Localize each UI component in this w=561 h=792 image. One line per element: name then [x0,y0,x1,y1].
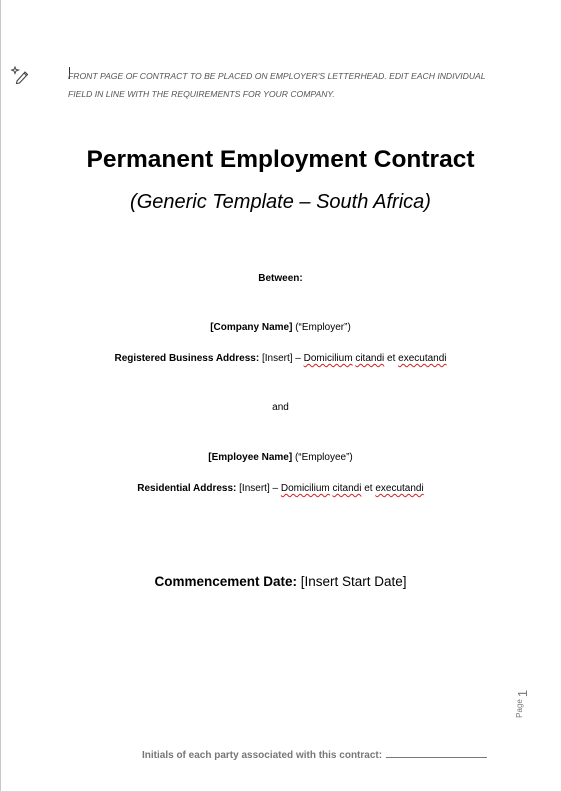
employee-citandi-word: citandi [332,483,362,494]
sparkle-pen-icon[interactable] [11,65,31,85]
employee-name-line [0,452,561,463]
commencement-value: [Insert Start Date] [297,574,407,589]
employer-executandi-word: executandi [398,353,447,364]
note-line-1: FRONT PAGE OF CONTRACT TO BE PLACED ON EMPLOYER'S LETTERHEAD. EDIT EACH INDIVIDUAL [68,71,486,81]
initials-label: Initials of each party associated with this contract: [142,750,383,761]
employer-citandi-word: citandi [355,353,385,364]
page-label: Page [514,699,524,718]
employee-role: (“Employee”) [292,452,353,463]
employee-address-label: Residential Address: [137,483,237,494]
page-left-edge [0,0,1,792]
employer-domicilium-word: Domicilium [303,353,353,364]
note-line-2: FIELD IN LINE WITH THE REQUIREMENTS FOR YOUR COMPANY. [68,89,335,99]
page-number-block [516,684,546,724]
initials-footer [142,748,487,761]
instruction-note [68,67,508,103]
document-title: Permanent Employment Contract [86,146,475,173]
commencement-line [0,574,561,589]
employee-name-label: [Employee Name] [208,452,293,463]
employee-address-line [0,483,561,494]
employee-address-value: [Insert] – [236,483,281,494]
employee-executandi-word: executandi [375,483,424,494]
document-subtitle: (Generic Template – South Africa) [130,191,431,213]
employer-name-label: [Company Name] [210,322,293,333]
between-label: Between: [258,273,303,284]
initials-blank-line [386,748,487,758]
employee-et-word: et [364,483,373,494]
employer-et-word: et [387,353,396,364]
employee-domicilium-word: Domicilium [280,483,330,494]
employer-address-line [0,353,561,364]
employer-address-label: Registered Business Address: [114,353,260,364]
employer-address-value: [Insert] – [259,353,304,364]
employer-role: (“Employer”) [292,322,351,333]
page-number: 1 [515,689,531,698]
commencement-label: Commencement Date: [154,574,297,589]
employer-name-line [0,322,561,333]
and-label: and [272,402,289,413]
